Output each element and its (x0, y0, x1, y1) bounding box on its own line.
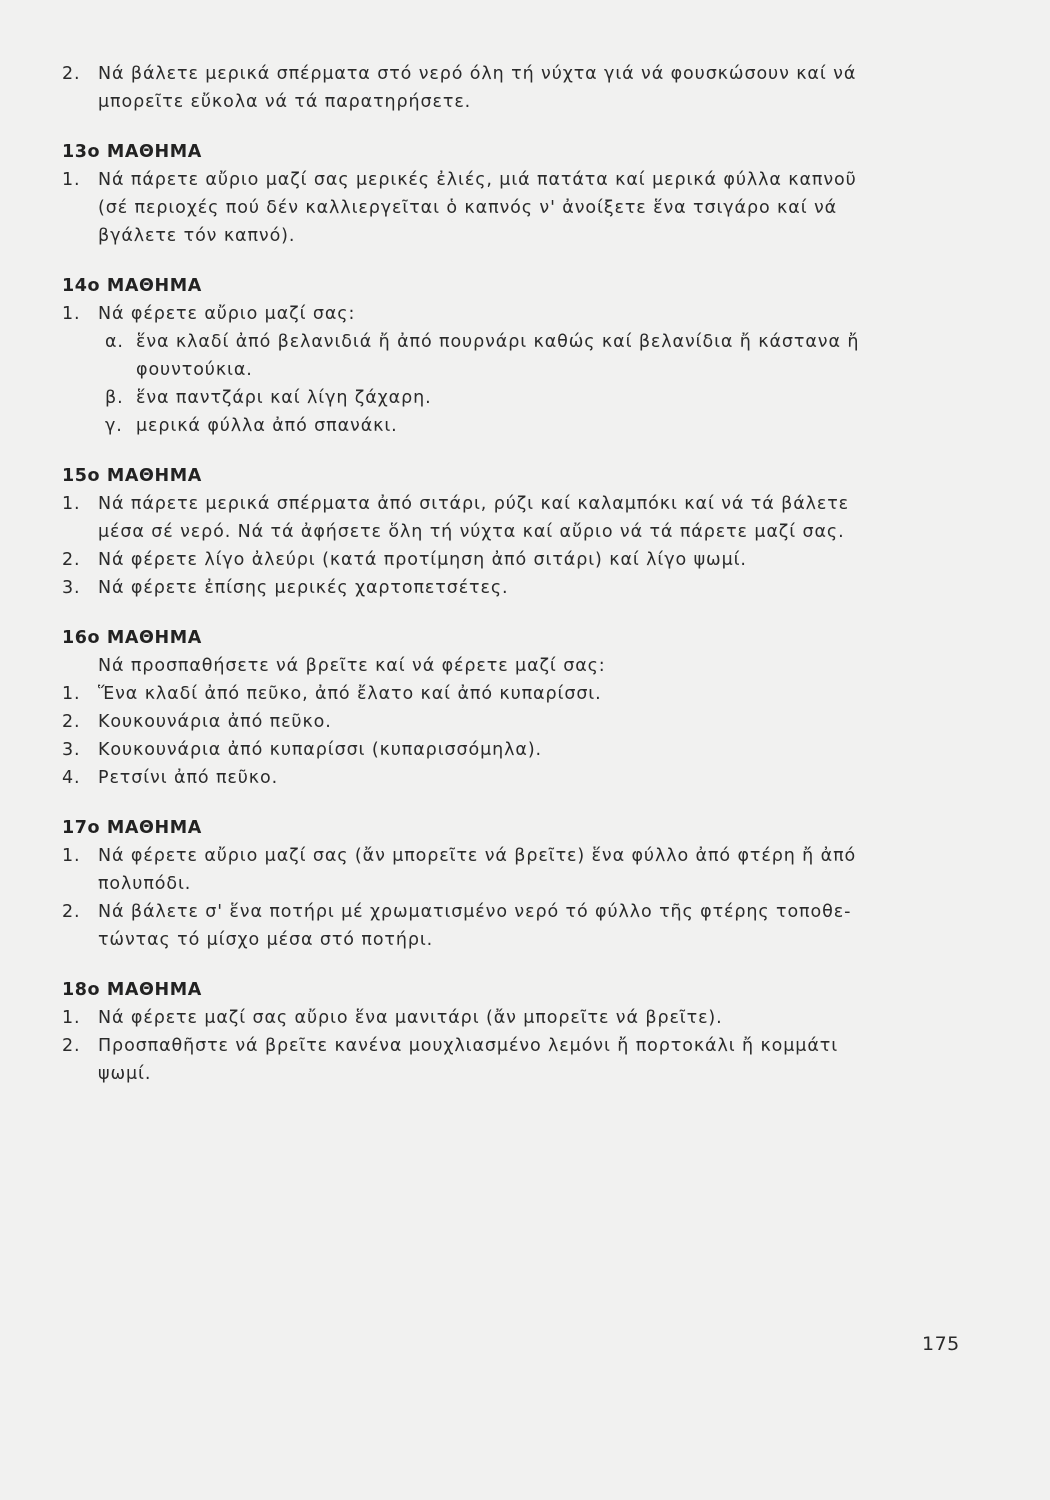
text-line: μπορεῖτε εὔκολα νά τά παρατηρήσετε. (98, 92, 472, 112)
item-text (98, 300, 982, 328)
page-number: 175 (922, 1333, 960, 1355)
item-text (98, 842, 982, 898)
sub-item-letter: α. (105, 332, 124, 352)
item-number: 3. (62, 740, 81, 760)
list-item (62, 300, 982, 328)
item-text (98, 1004, 982, 1032)
list-item (62, 736, 982, 764)
text-line: ψωμί. (98, 1064, 152, 1084)
item-text (98, 898, 982, 954)
lesson-title: 15ο ΜΑΘΗΜΑ (62, 466, 202, 486)
item-number: 4. (62, 768, 81, 788)
page-content (62, 60, 982, 1110)
item-text (98, 166, 982, 250)
text-line: Κουκουνάρια ἀπό πεῦκο. (98, 712, 332, 732)
text-line: φουντούκια. (136, 360, 253, 380)
item-number: 1. (62, 170, 81, 190)
item-number: 1. (62, 304, 81, 324)
text-line: Νά φέρετε μαζί σας αὔριο ἕνα μανιτάρι (ἄν μπορεῖτε νά βρεῖτε). (98, 1008, 723, 1028)
list-item (62, 1032, 982, 1088)
text-line: ἕνα κλαδί ἀπό βελανιδιά ἤ ἀπό πουρνάρι καθώς καί βελανίδια ἤ κάστανα ἤ (136, 332, 860, 352)
text-line: Νά πάρετε μερικά σπέρματα ἀπό σιτάρι, ρύζι καί καλαμπόκι καί νά τά βάλετε (98, 494, 850, 514)
text-line: (σέ περιοχές πού δέν καλλιεργεῖται ὁ καπνός ν' ἀνοίξετε ἕνα τσιγάρο καί νά (98, 198, 838, 218)
lesson-section (62, 976, 982, 1088)
list-item (62, 708, 982, 736)
lesson-section (62, 272, 982, 440)
text-line: Νά φέρετε αὔριο μαζί σας (ἄν μπορεῖτε νά βρεῖτε) ἕνα φύλλο ἀπό φτέρη ἤ ἀπό (98, 846, 857, 866)
sub-item (62, 384, 982, 412)
list-item (62, 842, 982, 898)
list-item (62, 680, 982, 708)
list-item (62, 898, 982, 954)
list-item (62, 546, 982, 574)
lesson-title: 18ο ΜΑΘΗΜΑ (62, 980, 202, 1000)
list-item (62, 60, 982, 116)
item-text (98, 60, 982, 116)
lesson-title: 14ο ΜΑΘΗΜΑ (62, 276, 202, 296)
list-item (62, 490, 982, 546)
list-item (62, 1004, 982, 1032)
lesson-section (62, 138, 982, 250)
text-line: Νά βάλετε μερικά σπέρματα στό νερό όλη τή νύχτα γιά νά φουσκώσουν καί νά (98, 64, 857, 84)
sub-item-letter: β. (105, 388, 124, 408)
list-item (62, 764, 982, 792)
sub-item-letter: γ. (105, 416, 123, 436)
text-line: βγάλετε τόν καπνό). (98, 226, 296, 246)
item-text (98, 574, 982, 602)
item-number: 1. (62, 846, 81, 866)
sub-item-text (136, 384, 982, 412)
text-line: Νά βάλετε σ' ἕνα ποτήρι μέ χρωματισμένο νερό τό φύλλο τῆς φτέρης τοποθε- (98, 902, 852, 922)
lesson-section (62, 624, 982, 792)
text-line: Νά φέρετε ἐπίσης μερικές χαρτοπετσέτες. (98, 578, 509, 598)
text-line: μέσα σέ νερό. Νά τά ἀφήσετε ὅλη τή νύχτα καί αὔριο νά τά πάρετε μαζί σας. (98, 522, 845, 542)
text-line: ἕνα παντζάρι καί λίγη ζάχαρη. (136, 388, 432, 408)
item-number: 3. (62, 578, 81, 598)
text-line: Προσπαθῆστε νά βρεῖτε κανένα μουχλιασμένο λεμόνι ἤ πορτοκάλι ἤ κομμάτι (98, 1036, 839, 1056)
text-line: Κουκουνάρια ἀπό κυπαρίσσι (κυπαρισσόμηλα). (98, 740, 543, 760)
sub-item-text (136, 412, 982, 440)
item-number: 2. (62, 1036, 81, 1056)
item-number: 2. (62, 64, 81, 84)
item-text (98, 546, 982, 574)
item-number: 2. (62, 902, 81, 922)
item-number: 1. (62, 684, 81, 704)
sub-item-text (136, 328, 982, 384)
continuation-section (62, 60, 982, 116)
item-text (98, 490, 982, 546)
item-number: 2. (62, 712, 81, 732)
text-line: Ρετσίνι ἀπό πεῦκο. (98, 768, 279, 788)
lesson-title: 13ο ΜΑΘΗΜΑ (62, 142, 202, 162)
lesson-title: 17ο ΜΑΘΗΜΑ (62, 818, 202, 838)
item-text (98, 680, 982, 708)
text-line: Νά φέρετε λίγο ἀλεύρι (κατά προτίμηση ἀπό σιτάρι) καί λίγο ψωμί. (98, 550, 747, 570)
lesson-title: 16ο ΜΑΘΗΜΑ (62, 628, 202, 648)
text-line: τώντας τό μίσχο μέσα στό ποτήρι. (98, 930, 434, 950)
text-line: πολυπόδι. (98, 874, 192, 894)
text-line: Νά φέρετε αὔριο μαζί σας: (98, 304, 356, 324)
list-item (62, 574, 982, 602)
lesson-section (62, 462, 982, 602)
lesson-section (62, 814, 982, 954)
lesson-intro: Νά προσπαθήσετε νά βρεῖτε καί νά φέρετε μαζί σας: (98, 656, 606, 676)
sub-item (62, 328, 982, 384)
text-line: μερικά φύλλα ἀπό σπανάκι. (136, 416, 398, 436)
item-text (98, 1032, 982, 1088)
item-text (98, 736, 982, 764)
text-line: Νά πάρετε αὔριο μαζί σας μερικές ἐλιές, μιά πατάτα καί μερικά φύλλα καπνοῦ (98, 170, 857, 190)
item-text (98, 764, 982, 792)
item-number: 2. (62, 550, 81, 570)
list-item (62, 166, 982, 250)
item-number: 1. (62, 494, 81, 514)
item-number: 1. (62, 1008, 81, 1028)
text-line: Ἕνα κλαδί ἀπό πεῦκο, ἀπό ἔλατο καί ἀπό κυπαρίσσι. (98, 684, 602, 704)
item-text (98, 708, 982, 736)
sub-item (62, 412, 982, 440)
